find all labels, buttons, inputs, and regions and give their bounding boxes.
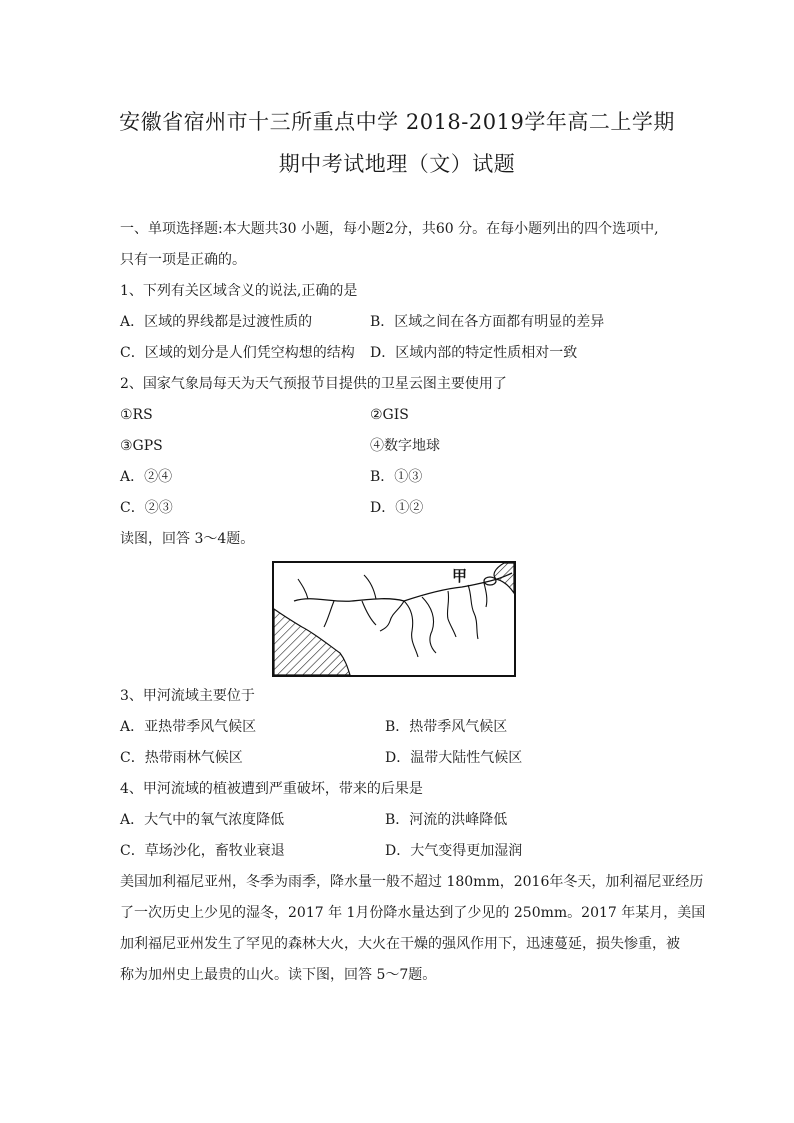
q1-option-b: B．区域之间在各方面都有明显的差异 — [370, 314, 605, 330]
q2-option-c: C．②③ — [120, 500, 173, 516]
q2-item-1: ①RS — [120, 407, 153, 423]
q3-stem: 3、甲河流域主要位于 — [120, 688, 255, 704]
q3-option-d: D．温带大陆性气候区 — [385, 750, 523, 766]
section-intro-line-1: 一、单项选择题:本大题共30 小题，每小题2分，共60 分。在每小题列出的四个选项中, — [120, 221, 659, 237]
map-intro: 读图，回答 3～4题。 — [120, 531, 255, 547]
q2-option-b: B．①③ — [370, 469, 423, 485]
q3-option-b: B．热带季风气候区 — [385, 719, 508, 735]
q2-option-a: A．②④ — [120, 469, 173, 485]
page-title-line-1: 安徽省宿州市十三所重点中学 2018-2019学年高二上学期 — [119, 110, 675, 134]
q2-item-3: ③GPS — [120, 438, 163, 454]
q4-option-d: D．大气变得更加湿润 — [385, 843, 523, 859]
passage-line-4: 称为加州史上最贵的山火。读下图，回答 5～7题。 — [120, 967, 437, 983]
section-intro-line-2: 只有一项是正确的。 — [120, 252, 246, 268]
passage-line-1: 美国加利福尼亚州，冬季为雨季，降水量一般不超过 180mm，2016年冬天，加利福尼亚经历 — [120, 874, 704, 890]
q4-option-c: C．草场沙化，畜牧业衰退 — [120, 843, 285, 859]
q1-option-c: C．区域的划分是人们凭空构想的结构 — [120, 345, 355, 361]
q2-item-2: ②GIS — [370, 407, 409, 423]
q1-option-d: D．区域内部的特定性质相对一致 — [370, 345, 578, 361]
passage-line-3: 加利福尼亚州发生了罕见的森林大火，大火在干燥的强风作用下，迅速蔓延，损失惨重，被 — [120, 936, 680, 952]
q3-option-a: A．亚热带季风气候区 — [120, 719, 257, 735]
q4-option-b: B．河流的洪峰降低 — [385, 812, 508, 828]
q2-item-4: ④数字地球 — [370, 438, 440, 454]
q2-option-d: D．①② — [370, 500, 424, 516]
passage-line-2: 了一次历史上少见的湿冬，2017 年 1月份降水量达到了少见的 250mm。2017 年某月，美国 — [120, 905, 706, 921]
q3-option-c: C．热带雨林气候区 — [120, 750, 243, 766]
page-title-line-2: 期中考试地理（文）试题 — [278, 152, 516, 176]
map-label-jia: 甲 — [452, 567, 468, 585]
q1-option-a: A．区域的界线都是过渡性质的 — [120, 314, 313, 330]
river-map-drawing — [272, 561, 516, 677]
q1-stem: 1、下列有关区域含义的说法,正确的是 — [120, 283, 358, 299]
river-map — [272, 561, 516, 677]
q4-stem: 4、甲河流域的植被遭到严重破坏，带来的后果是 — [120, 781, 423, 797]
q2-stem: 2、国家气象局每天为天气预报节目提供的卫星云图主要使用了 — [120, 376, 507, 392]
q4-option-a: A．大气中的氧气浓度降低 — [120, 812, 285, 828]
